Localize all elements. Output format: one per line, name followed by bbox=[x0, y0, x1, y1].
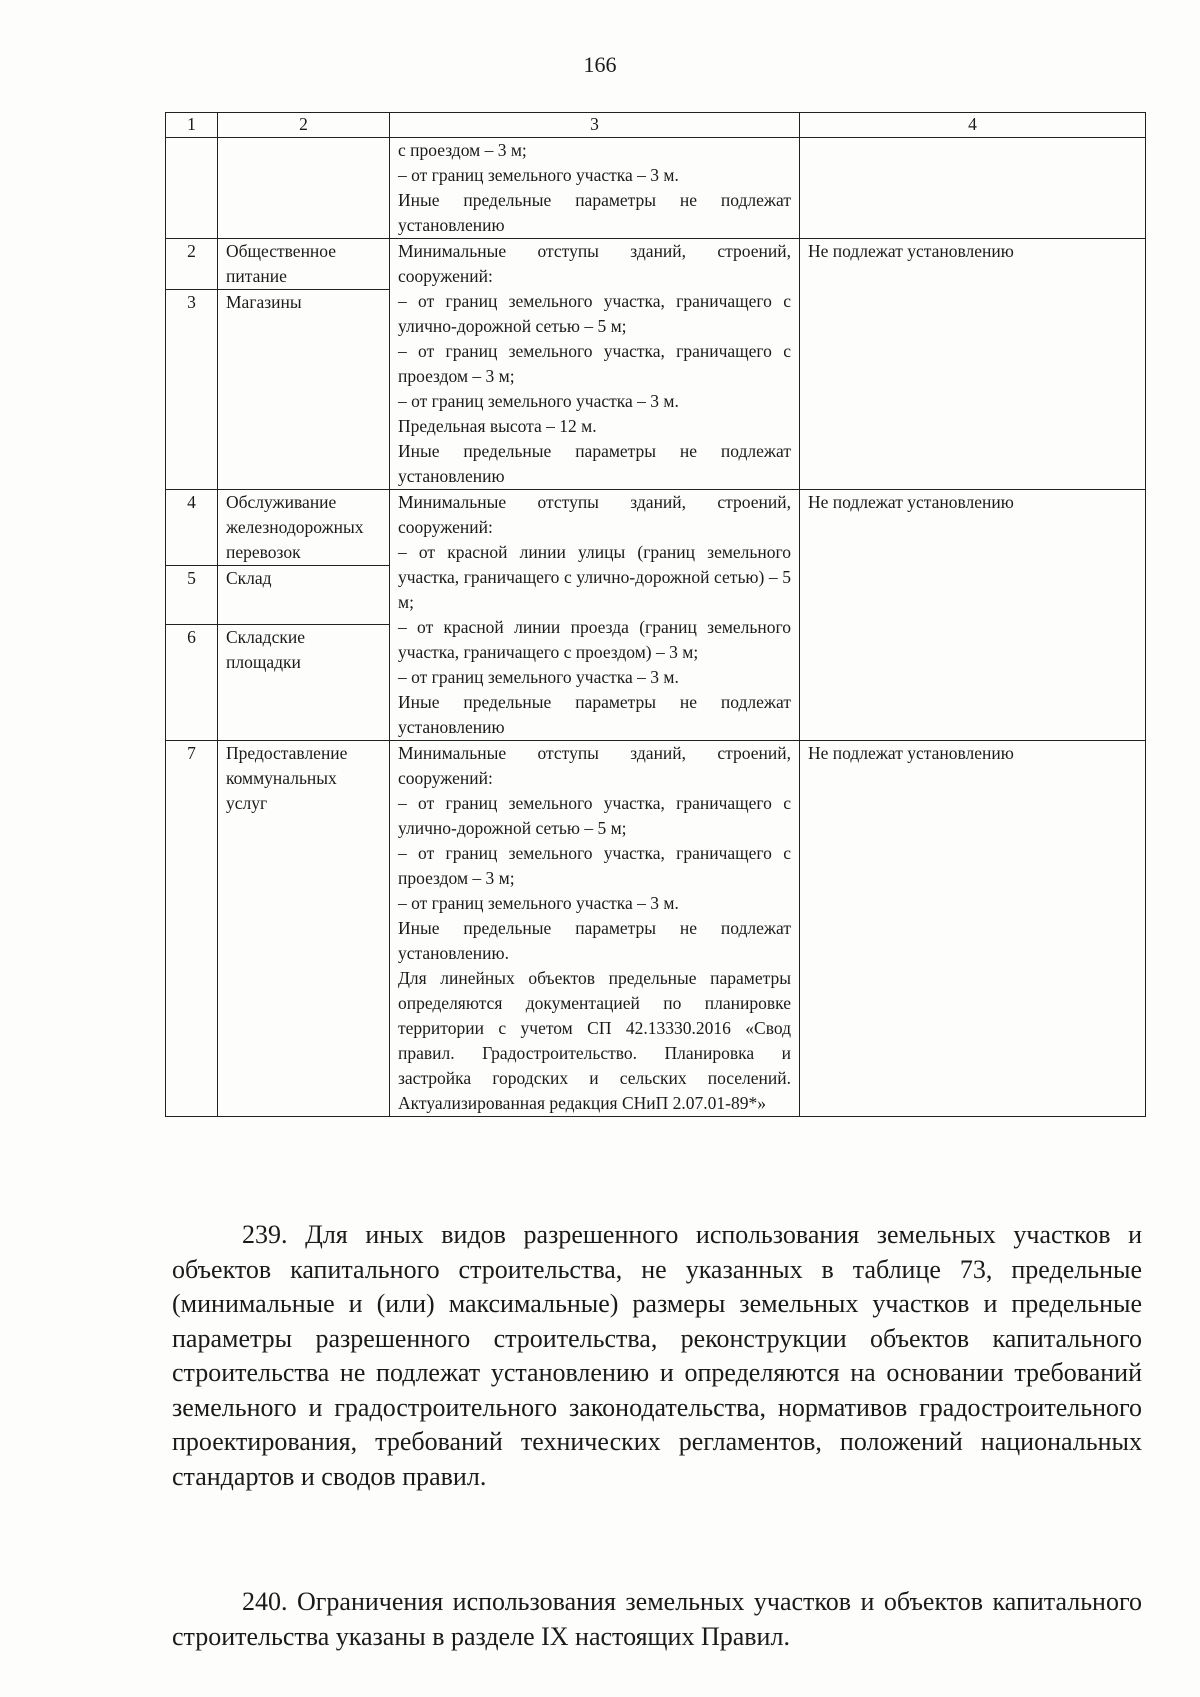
table-row bbox=[166, 490, 1146, 566]
row-params bbox=[390, 138, 800, 239]
paragraph-240 bbox=[172, 1585, 1142, 1654]
paragraph-239 bbox=[172, 1218, 1142, 1494]
table-row bbox=[166, 741, 1146, 1117]
row-name: Складские площадки bbox=[218, 625, 390, 741]
param-line: Иные предельные параметры не подлежат установлению bbox=[398, 441, 791, 486]
param-line: – от границ земельного участка, граничащего с улично-дорожной сетью – 5 м; bbox=[398, 291, 791, 336]
row-number: 6 bbox=[166, 625, 218, 741]
row-name bbox=[218, 138, 390, 239]
param-line: – от границ земельного участка, граничащего с проездом – 3 м; bbox=[398, 843, 791, 888]
param-line: Минимальные отступы зданий, строений, сооружений: bbox=[398, 492, 791, 537]
row-params bbox=[390, 239, 800, 490]
param-line: Минимальные отступы зданий, строений, сооружений: bbox=[398, 743, 791, 788]
row-number: 3 bbox=[166, 290, 218, 490]
header-col-4: 4 bbox=[800, 113, 1146, 138]
row-name: Магазины bbox=[218, 290, 390, 490]
param-line: – от границ земельного участка – 3 м. bbox=[398, 391, 679, 411]
param-line: Для линейных объектов предельные параметры определяются документацией по планировке территории с учетом СП 42.13330.2016 «Свод правил. Градостроительство. Планировка и застройка городских и сельских поселений. Актуализированная редакция СНиП 2.07.01-89*» bbox=[398, 968, 791, 1113]
param-line: – от границ земельного участка – 3 м. bbox=[398, 893, 679, 913]
row-number: 7 bbox=[166, 741, 218, 1117]
row-number bbox=[166, 138, 218, 239]
param-line: – от границ земельного участка, граничащего с проездом – 3 м; bbox=[398, 341, 791, 386]
row-params bbox=[390, 741, 800, 1117]
table-header-row bbox=[166, 113, 1146, 138]
param-line: – от границ земельного участка – 3 м. bbox=[398, 165, 679, 185]
param-line: Минимальные отступы зданий, строений, сооружений: bbox=[398, 241, 791, 286]
regulations-table bbox=[165, 112, 1146, 1117]
param-line: Иные предельные параметры не подлежат установлению. bbox=[398, 918, 791, 963]
param-line: – от красной линии проезда (границ земельного участка, граничащего с проездом) – 3 м; bbox=[398, 617, 791, 662]
row-name: Общественное питание bbox=[218, 239, 390, 290]
param-line: Иные предельные параметры не подлежат установлению bbox=[398, 190, 791, 235]
row-params bbox=[390, 490, 800, 741]
page-number: 166 bbox=[583, 52, 617, 77]
row-name: Обслуживание железнодорожных перевозок bbox=[218, 490, 390, 566]
param-line: – от границ земельного участка – 3 м. bbox=[398, 667, 679, 687]
param-line: – от границ земельного участка, граничащего с улично-дорожной сетью – 5 м; bbox=[398, 793, 791, 838]
row-other: Не подлежат установлению bbox=[800, 490, 1146, 741]
param-line: Иные предельные параметры не подлежат установлению bbox=[398, 692, 791, 737]
table-row bbox=[166, 138, 1146, 239]
row-number: 5 bbox=[166, 566, 218, 625]
param-line: с проездом – 3 м; bbox=[398, 140, 527, 160]
header-col-1: 1 bbox=[166, 113, 218, 138]
header-col-2: 2 bbox=[218, 113, 390, 138]
paragraph-text: 240. Ограничения использования земельных участков и объектов капитального строительства указаны в разделе IX настоящих Правил. bbox=[172, 1587, 1142, 1651]
row-number: 4 bbox=[166, 490, 218, 566]
row-number: 2 bbox=[166, 239, 218, 290]
row-name: Склад bbox=[218, 566, 390, 625]
row-name: Предоставление коммунальных услуг bbox=[218, 741, 390, 1117]
param-line: – от красной линии улицы (границ земельного участка, граничащего с улично-дорожной сетью) – 5 м; bbox=[398, 542, 791, 612]
paragraph-text: 239. Для иных видов разрешенного использования земельных участков и объектов капитального строительства, не указанных в таблице 73, предельные (минимальные и (или) максимальные) размеры земельных участков и предельные параметры разрешенного строительства, реконструкции объектов капитального строительства не подлежат установлению и определяются на основании требований земельного и градостроительного законодательства, нормативов градостроительного проектирования, требований технических регламентов, положений национальных стандартов и сводов правил. bbox=[172, 1220, 1142, 1491]
row-other bbox=[800, 138, 1146, 239]
header-col-3: 3 bbox=[390, 113, 800, 138]
row-other: Не подлежат установлению bbox=[800, 239, 1146, 490]
table-row bbox=[166, 239, 1146, 290]
param-line: Предельная высота – 12 м. bbox=[398, 416, 597, 436]
row-other: Не подлежат установлению bbox=[800, 741, 1146, 1117]
